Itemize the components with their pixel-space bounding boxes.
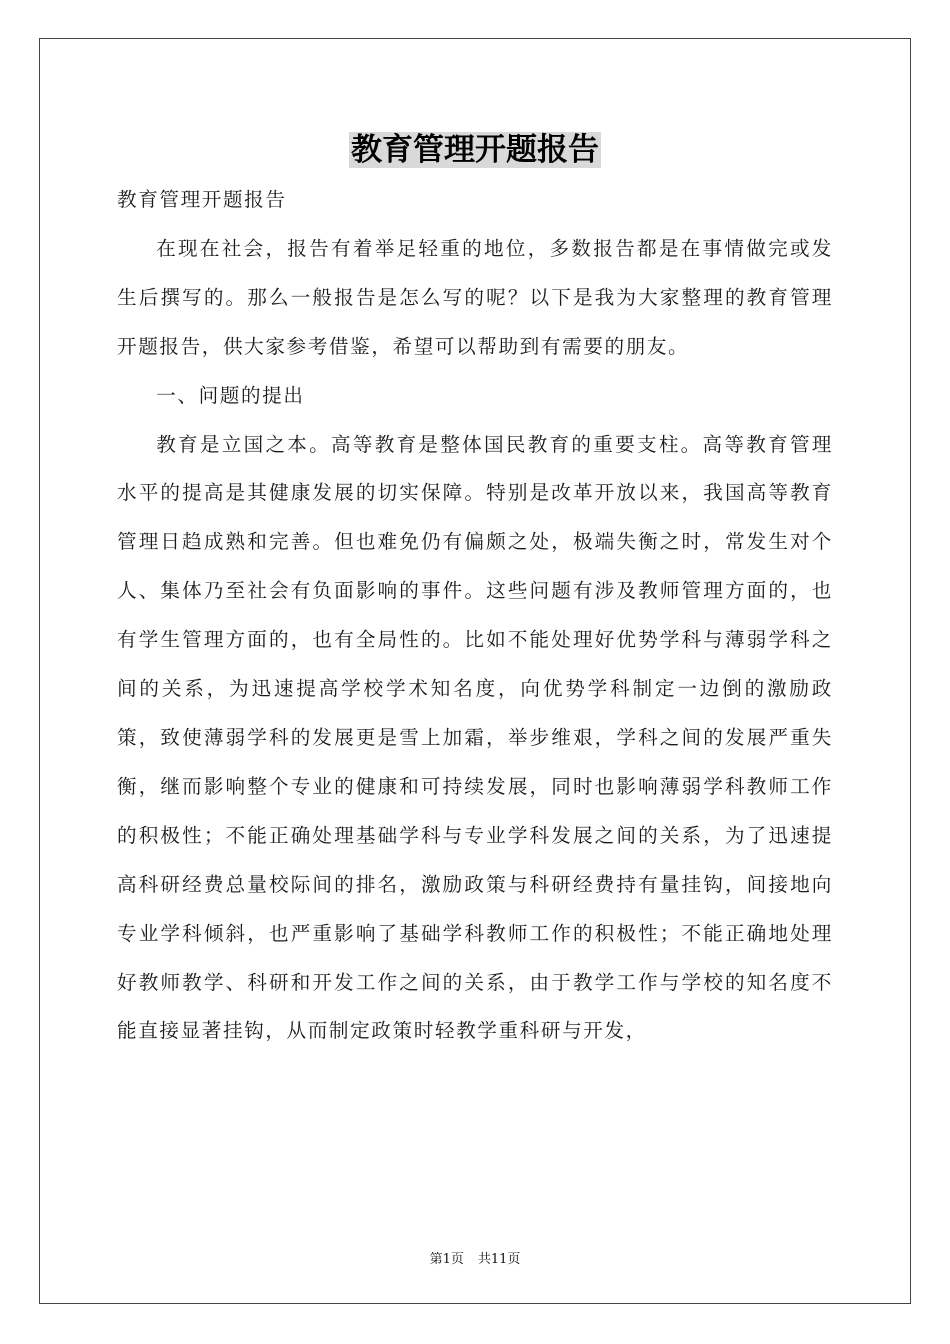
- document-title-text: 教育管理开题报告: [351, 132, 599, 168]
- section-heading: 一、问题的提出: [156, 383, 305, 407]
- body-paragraph: 教育是立国之本。高等教育是整体国民教育的重要支柱。高等教育管理水平的提高是其健康发展的切实保障。特别是改革开放以来，我国高等教育管理日趋成熟和完善。但也难免仍有偏颇之处，极端失衡之时，常发生对个人、集体乃至社会有负面影响的事件。这些问题有涉及教师管理方面的，也有学生管理方面的，也有全局性的。比如不能处理好优势学科与薄弱学科之间的关系，为迅速提高学校学术知名度，向优势学科制定一边倒的激励政策，致使薄弱学科的发展更是雪上加霜，举步维艰，学科之间的发展严重失衡，继而影响整个专业的健康和可持续发展，同时也影响薄弱学科教师工作的积极性；不能正确处理基础学科与专业学科发展之间的关系，为了迅速提高科研经费总量校际间的排名，激励政策与科研经费持有量挂钩，间接地向专业学科倾斜，也严重影响了基础学科教师工作的积极性；不能正确地处理好教师教学、科研和开发工作之间的关系，由于教学工作与学校的知名度不能直接显著挂钩，从而制定政策时轻教学重科研与开发，: [117, 432, 833, 1043]
- intro-paragraph: 在现在社会，报告有着举足轻重的地位，多数报告都是在事情做完或发生后撰写的。那么一般报告是怎么写的呢？以下是我为大家整理的教育管理开题报告，供大家参考借鉴，希望可以帮助到有需要的朋友。: [117, 236, 833, 358]
- page-number: 第1页: [429, 1252, 464, 1267]
- document-title: [0, 128, 950, 172]
- document-body: [117, 176, 833, 1056]
- document-subtitle: 教育管理开题报告: [117, 188, 287, 211]
- page-total: 共11页: [477, 1252, 521, 1267]
- page-footer: [0, 1248, 950, 1267]
